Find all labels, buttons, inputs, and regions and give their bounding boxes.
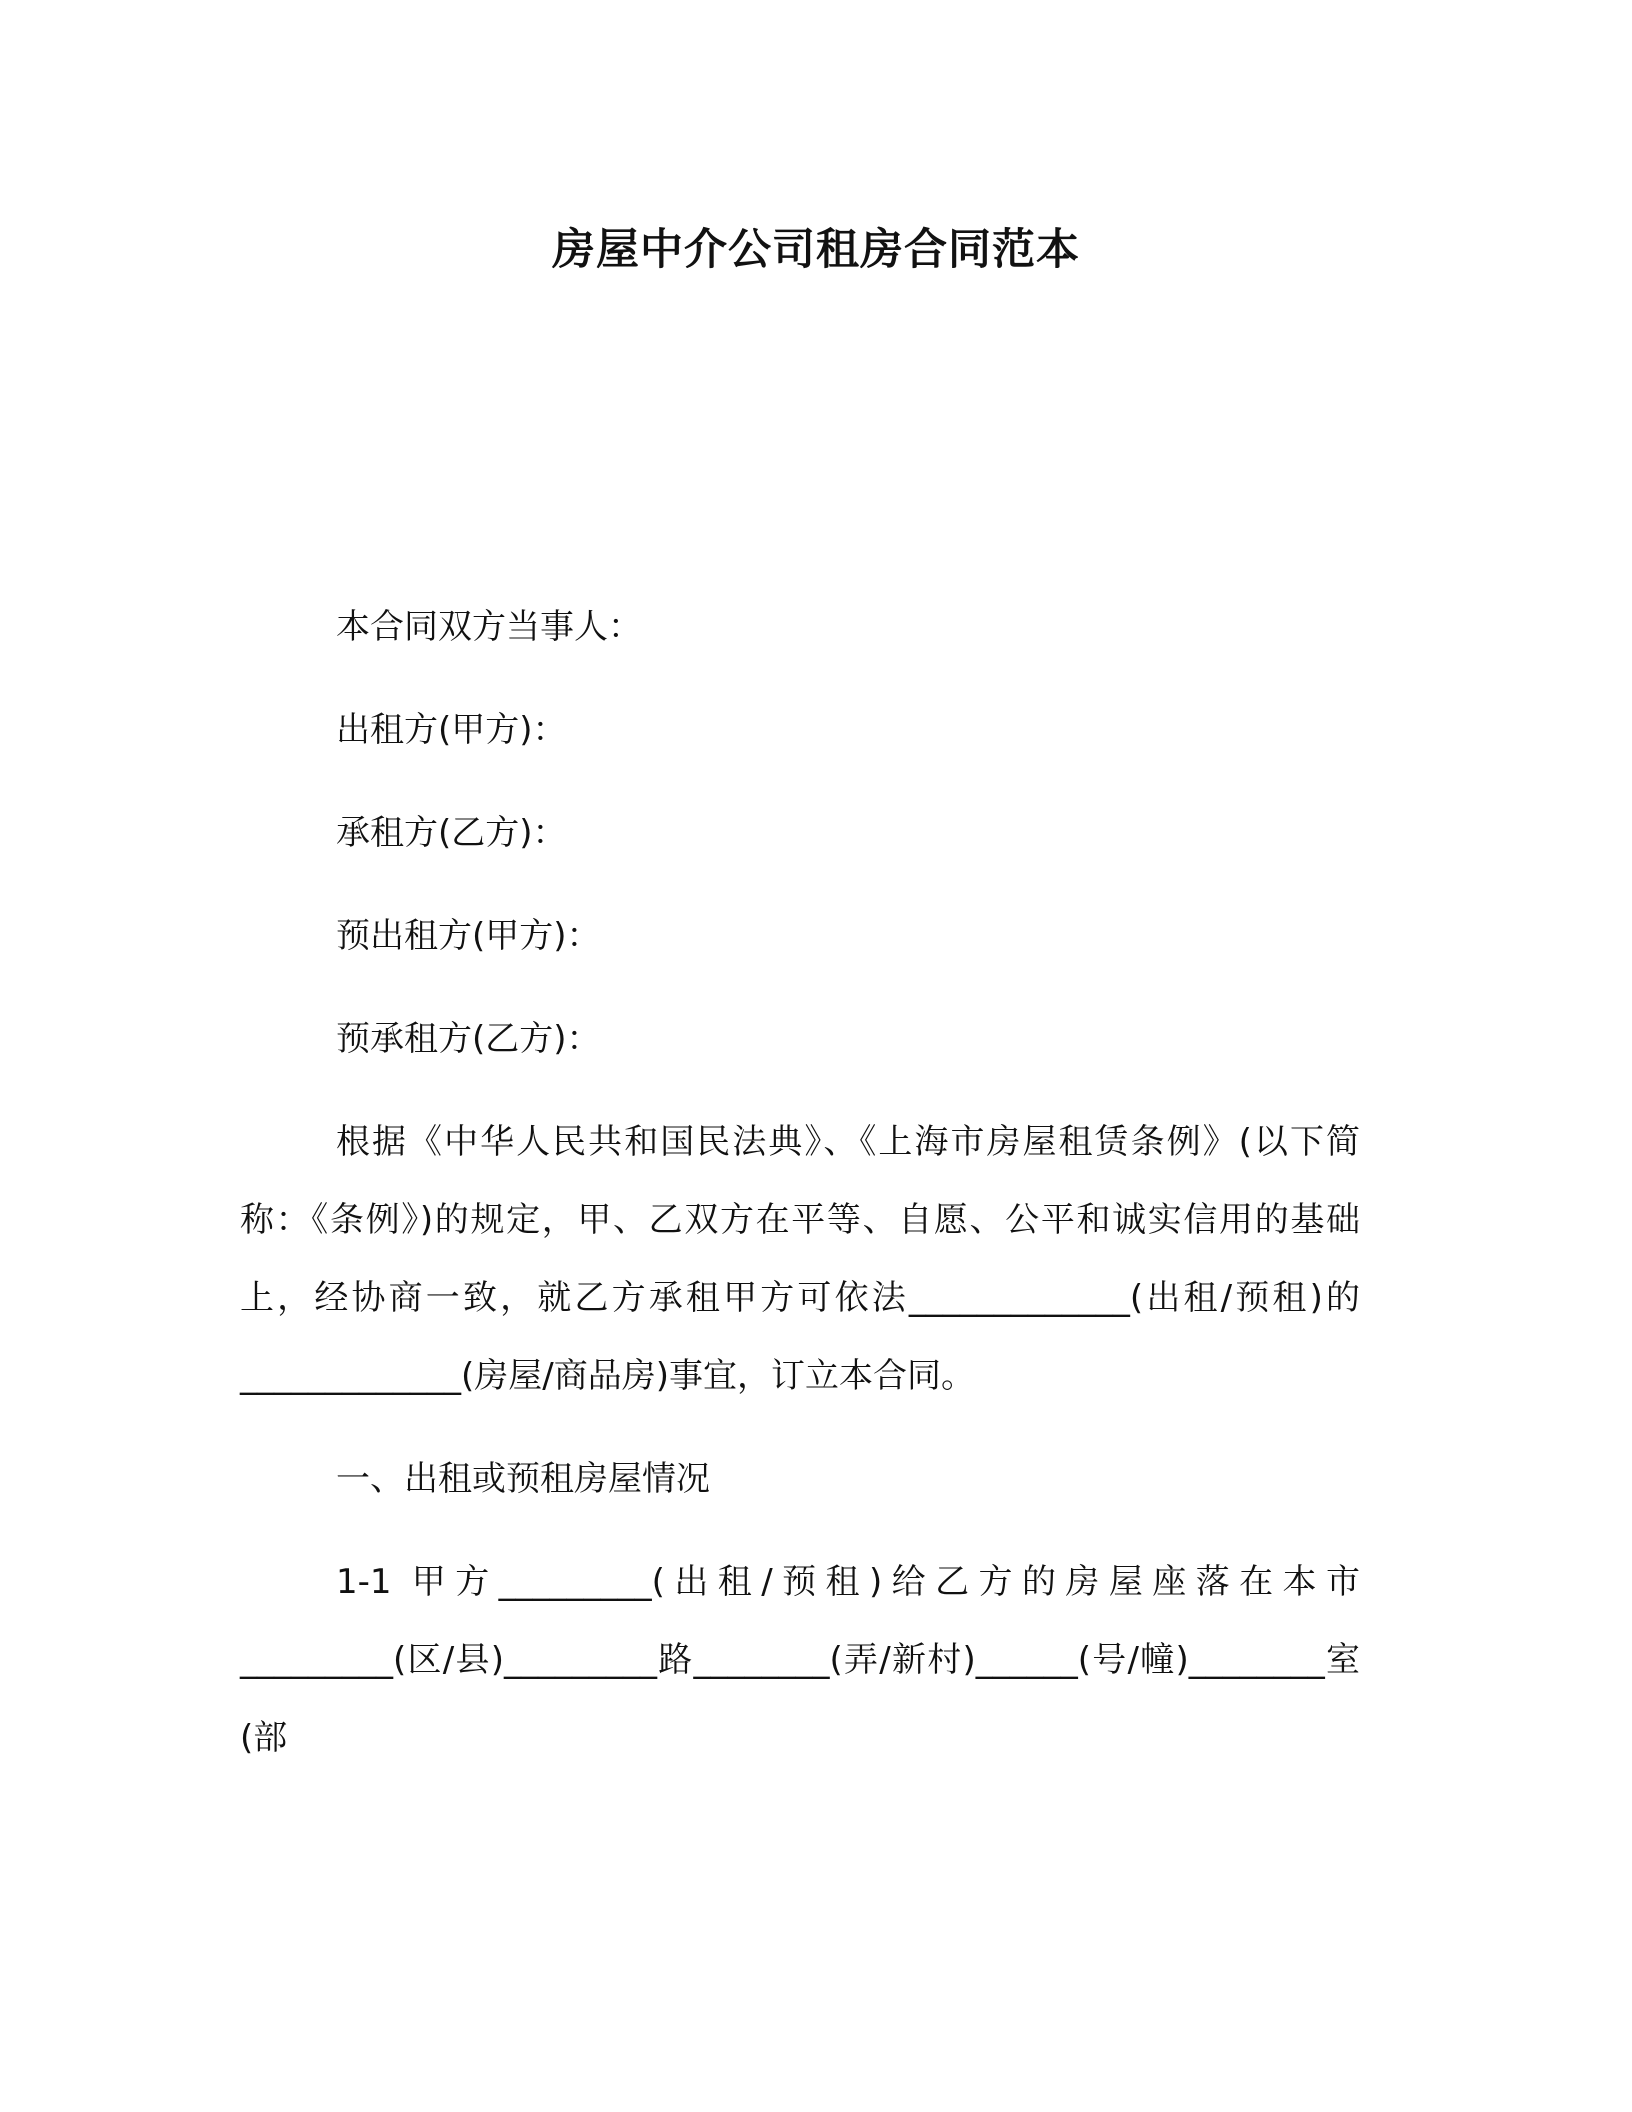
lessor-line: 出租方(甲方)： bbox=[336, 710, 567, 750]
pre-lessee-line: 预承租方(乙方)： bbox=[336, 1019, 601, 1059]
clause-1-1: 1-1 甲方_________(出租/预租)给乙方的房屋座落在本市_________(区/县)_________路________(弄/新村)______(号/幢)________室(部 bbox=[240, 1562, 1360, 1758]
document-body bbox=[240, 588, 1360, 1802]
parties-intro: 本合同双方当事人： bbox=[336, 607, 642, 647]
legal-basis-paragraph: 根据《中华人民共和国民法典》、《上海市房屋租赁条例》(以下简称：《条例》)的规定，甲、乙双方在平等、自愿、公平和诚实信用的基础上，经协商一致，就乙方承租甲方可依法_____________(出租/预租)的_____________(房屋/商品房)事宜，订立本合同。 bbox=[240, 1122, 1360, 1396]
lessee-line: 承租方(乙方)： bbox=[336, 813, 567, 853]
section-heading-1: 一、出租或预租房屋情况 bbox=[336, 1459, 710, 1499]
document-title: 房屋中介公司租房合同范本 bbox=[552, 225, 1080, 275]
pre-lessor-line: 预出租方(甲方)： bbox=[336, 916, 601, 956]
